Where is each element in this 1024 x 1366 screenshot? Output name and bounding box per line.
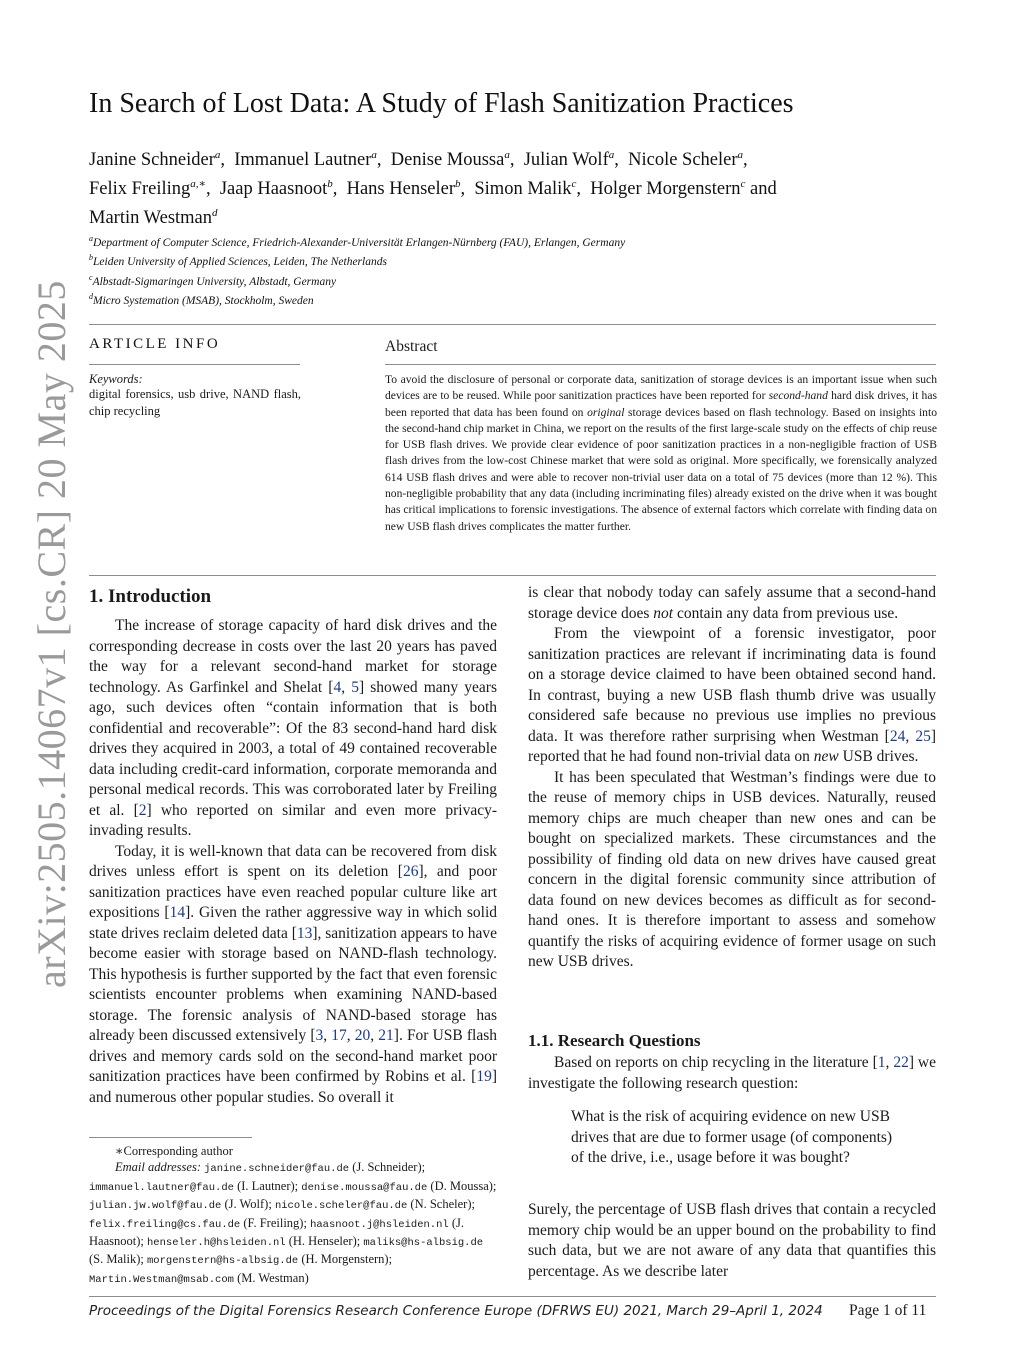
paragraph: From the viewpoint of a forensic investigator, poor sanitization practices are relevant if incriminating data is found on a storage device claimed to have been obtained second hand. In contrast, buying a new USB flash thumb drive was usually considered safe because no previous use implies no previous data. It was therefore rather surprising when Westman [24, 25] reported that he had found non-trivial data on new USB drives. bbox=[528, 625, 937, 765]
paragraph: is clear that nobody today can safely assume that a second-hand storage device does not contain any data from previous use. bbox=[528, 584, 936, 622]
paragraph: The increase of storage capacity of hard disk drives and the corresponding decrease in costs over the last 20 years has paved the way for a relevant second-hand market for storage technology. As Garfinkel and Shelat [4, 5] showed many years ago, such devices often “contain information that is both confidential and recoverable”: Of the 83 second-hand hard disk drives they acquired in 2003, a total of 49 contained recoverable data including credit-card information, corporate memoranda and personal medical records. This was corroborated later by Freiling et al. [2] who reported on similar and even more privacy-invading results. bbox=[89, 617, 497, 839]
author-name: Jaap Haasnoot bbox=[219, 179, 328, 200]
affiliation-a: $^a$Department of Computer Science, Friedrich-Alexander-Universität Erlangen-Nürnberg (FAU), Erlangen, Germany bbox=[89, 234, 626, 249]
author-name: Julian Wolf bbox=[523, 150, 609, 171]
divider bbox=[89, 364, 300, 365]
footer-rule bbox=[89, 1296, 936, 1297]
author-name: Holger Morgenstern bbox=[590, 179, 741, 200]
author-list bbox=[89, 143, 949, 230]
arxiv-side-label: arXiv:2505.14067v1 [cs.CR] 20 May 2025 bbox=[29, 280, 74, 988]
rq-intro: Based on reports on chip recycling in the literature [1, 22] we investigate the following research question: bbox=[528, 1054, 936, 1092]
paragraph: It has been speculated that Westman’s findings were due to the reuse of memory chips in USB devices. Naturally, reused memory chips are much cheaper than new ones and can be bought on specialized markets. These circumstances and the possibility of finding old data on new drives have caused great concern in the digital forensic community since attribution of data found on new devices becomes as difficult as for second-hand ones. It is therefore important to assess and somehow quantify the risks of acquiring evidence of former usage on such new USB drives. bbox=[528, 768, 936, 970]
affiliation-d: $^d$Micro Systemation (MSAB), Stockholm, Sweden bbox=[89, 292, 314, 307]
keywords: digital forensics, usb drive, NAND flash, chip recycling bbox=[89, 387, 301, 418]
intro-left-column bbox=[89, 616, 497, 1108]
footnote-rule bbox=[89, 1137, 252, 1138]
intro-right-column bbox=[528, 583, 936, 973]
author-name: Martin Westman bbox=[89, 208, 213, 229]
author-name: Hans Henseler bbox=[346, 179, 455, 200]
research-question: What is the risk of acquiring evidence on new USB drives that are due to former usage (of components) of the drive, i.e., usage before it was bought? bbox=[571, 1108, 893, 1166]
abstract-text: To avoid the disclosure of personal or corporate data, sanitization of storage devices is an important issue when such devices are to be reused. While poor sanitization practices have been reported for second-hand hard disk drives, it has been reported that data has been found on original storage devices based on flash technology. Based on insights into the second-hand chip market in China, we report on the results of the first large-scale study on the effects of chip reuse for USB flash drives. We provide clear evidence of poor sanitization practices in a non-negligible fraction of USB flash drives from the low-cost Chinese market that were sold as original. More specifically, we forensically analyzed 614 USB flash drives and were able to recover non-trivial user data on a total of 75 devices (more than 12 %). This non-negligible probability that any data (including incriminating files) already existed on the drive when it was bought has critical implications to forensic investigations. The absence of external factors which correlate with finding data on new USB flash drives complicates the matter further. bbox=[385, 373, 937, 533]
author-line-1: Janine Schneider$^a$, Immanuel Lautner$^a$, Denise Moussa$^a$, Julian Wolf$^a$, Nicole Scheler$^a$, bbox=[89, 149, 748, 171]
abstract-heading: Abstract bbox=[385, 338, 438, 355]
venue-footer: Proceedings of the Digital Forensics Research Conference Europe (DFRWS EU) 2021, March 29–April 1, 2024 bbox=[89, 1303, 823, 1319]
author-line-2: Felix Freiling$^{a,∗}$, Jaap Haasnoot$^b$, Hans Henseler$^b$, Simon Malik$^c$, Holger Morgenstern$^c$ and bbox=[89, 178, 777, 200]
affiliation-c: $^c$Albstadt-Sigmaringen University, Albstadt, Germany bbox=[89, 273, 337, 288]
subsection-heading-research-questions: 1.1. Research Questions bbox=[528, 1031, 701, 1050]
email-list: Email addresses: janine.schneider@fau.de (J. Schneider); immanuel.lautner@fau.de (I. Lautner); denise.moussa@fau.de (D. Moussa); julian.jw.wolf@fau.de (J. Wolf); nicole.scheler@fau.de (N. Scheler); felix.freiling@cs.fau.de (F. Freiling); haasnoot.j@hsleiden.nl (J. Haasnoot); henseler.h@hsleiden.nl (H. Henseler); maliks@hs-albsig.de (S. Malik); morgenstern@hs-albsig.de (H. Morgenstern); Martin.Westman@msab.com (M. Westman) bbox=[89, 1160, 497, 1286]
divider bbox=[89, 575, 936, 576]
author-line-3: Martin Westman$^d$ bbox=[89, 207, 218, 229]
author-name: Felix Freiling bbox=[89, 179, 191, 200]
affiliation-b: $^b$Leiden University of Applied Sciences, Leiden, The Netherlands bbox=[89, 253, 387, 268]
article-info-heading: ARTICLE INFO bbox=[89, 336, 221, 352]
divider bbox=[385, 364, 936, 365]
author-name: Simon Malik bbox=[474, 179, 572, 200]
author-name: Immanuel Lautner bbox=[234, 150, 372, 171]
author-name: Nicole Scheler bbox=[628, 150, 738, 171]
paper-title: In Search of Lost Data: A Study of Flash Sanitization Practices bbox=[89, 88, 794, 119]
section-heading-introduction: 1. Introduction bbox=[89, 586, 212, 607]
paragraph: Surely, the percentage of USB flash drives that contain a recycled memory chip would be an upper bound on the probability to find such data, but we are not aware of any data that quantifies this percentage. As we describe later bbox=[528, 1201, 936, 1280]
author-name: Janine Schneider bbox=[89, 150, 215, 171]
footnote: ∗Corresponding author Email addresses: janine.schneider@fau.de (J. Schneider); immanuel.lautner@fau.de (I. Lautner); denise.moussa@fau.de (D. Moussa); julian.jw.wolf@fau.de (J. Wolf); nicole.scheler@fau.de (N. Scheler); felix.freiling@cs.fau.de (F. Freiling); haasnoot.j@hsleiden.nl (J. Haasnoot); henseler.h@hsleiden.nl (H. Henseler); maliks@hs-albsig.de (S. Malik); morgenstern@hs-albsig.de (H. Morgenstern); Martin.Westman@msab.com (M. Westman) bbox=[89, 1143, 497, 1288]
paragraph: Today, it is well-known that data can be recovered from disk drives unless effort is spent on its deletion [26], and poor sanitization practices have even reached popular culture like art expositions [14]. Given the rather aggressive way in which solid state drives reclaim deleted data [13], sanitization appears to have become easier with storage based on NAND-flash technology. This hypothesis is further supported by the fact that even forensic scientists encounter problems when examining NAND-based storage. The forensic analysis of NAND-based storage has already been discussed extensively [3, 17, 20, 21]. For USB flash drives and memory cards sold on the second-hand market poor sanitization practices have been confirmed by Robins et al. [19] and numerous other popular studies. So overall it bbox=[89, 842, 498, 1106]
page-number: Page 1 of 11 bbox=[849, 1302, 927, 1319]
keywords-label: Keywords: bbox=[89, 372, 143, 386]
divider bbox=[89, 324, 936, 325]
author-name: Denise Moussa bbox=[390, 150, 505, 171]
